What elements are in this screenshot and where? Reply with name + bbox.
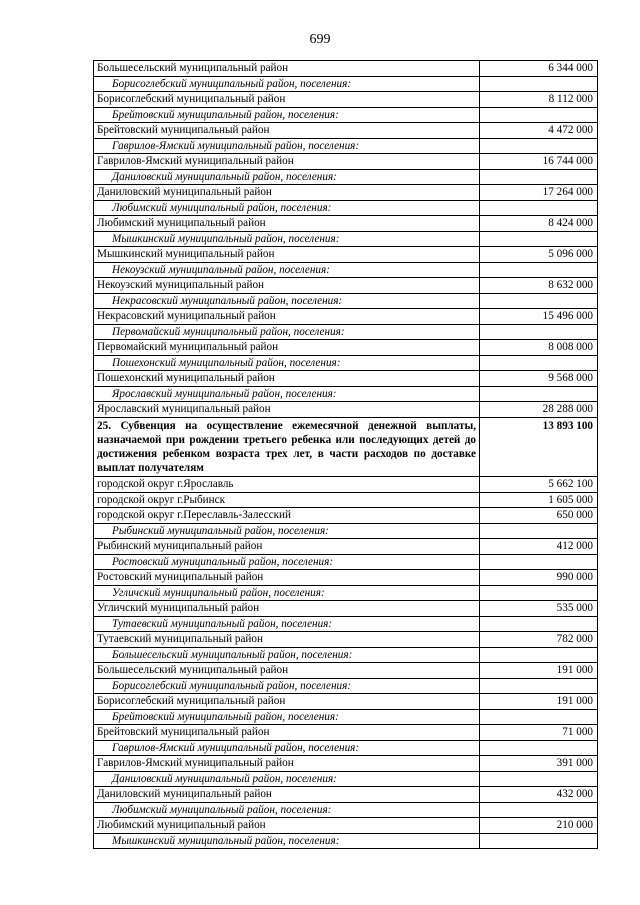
subsection-label: Некрасовский муниципальный район, поселения:	[94, 293, 480, 309]
amount-cell	[480, 647, 598, 663]
subsection-row	[94, 231, 598, 247]
amount-cell: 782 000	[480, 632, 598, 648]
table-row	[94, 402, 598, 418]
subsection-label: Угличский муниципальный район, поселения:	[94, 585, 480, 601]
amount-cell: 4 472 000	[480, 123, 598, 139]
table-row	[94, 694, 598, 710]
subsection-label: Даниловский муниципальный район, поселения:	[94, 169, 480, 185]
municipality-name: Даниловский муниципальный район	[94, 787, 480, 803]
page-number: 699	[309, 32, 331, 47]
subsection-row	[94, 554, 598, 570]
amount-cell	[480, 771, 598, 787]
table-row	[94, 154, 598, 170]
amount-cell: 5 662 100	[480, 477, 598, 493]
municipality-name: Гаврилов-Ямский муниципальный район	[94, 154, 480, 170]
subsection-row	[94, 523, 598, 539]
subsection-label: Ростовский муниципальный район, поселения:	[94, 554, 480, 570]
municipality-name: Борисоглебский муниципальный район	[94, 92, 480, 108]
table-row	[94, 477, 598, 493]
amount-cell: 391 000	[480, 756, 598, 772]
table-row	[94, 61, 598, 77]
amount-cell	[480, 802, 598, 818]
municipality-name: Мышкинский муниципальный район	[94, 247, 480, 263]
subsection-label: Тутаевский муниципальный район, поселения:	[94, 616, 480, 632]
municipality-name: Гаврилов-Ямский муниципальный район	[94, 756, 480, 772]
municipality-name: Первомайский муниципальный район	[94, 340, 480, 356]
amount-cell	[480, 76, 598, 92]
subsection-label: Большесельский муниципальный район, поселения:	[94, 647, 480, 663]
table-body	[94, 61, 598, 849]
municipality-name: Ростовский муниципальный район	[94, 570, 480, 586]
table-row	[94, 725, 598, 741]
subsection-row	[94, 293, 598, 309]
municipality-name: Угличский муниципальный район	[94, 601, 480, 617]
amount-cell	[480, 231, 598, 247]
subsection-row	[94, 678, 598, 694]
municipality-name: Большесельский муниципальный район	[94, 663, 480, 679]
amount-cell: 8 424 000	[480, 216, 598, 232]
municipality-name: Пошехонский муниципальный район	[94, 371, 480, 387]
subsection-row	[94, 740, 598, 756]
table-row	[94, 601, 598, 617]
subsection-label: Рыбинский муниципальный район, поселения:	[94, 523, 480, 539]
table-row	[94, 539, 598, 555]
municipality-name: Любимский муниципальный район	[94, 216, 480, 232]
subsection-row	[94, 647, 598, 663]
subsection-label: Некоузский муниципальный район, поселения:	[94, 262, 480, 278]
amount-cell	[480, 262, 598, 278]
amount-cell: 71 000	[480, 725, 598, 741]
subsection-label: Гаврилов-Ямский муниципальный район, поселения:	[94, 138, 480, 154]
subsection-label: Даниловский муниципальный район, поселения:	[94, 771, 480, 787]
amount-cell	[480, 324, 598, 340]
amount-cell: 535 000	[480, 601, 598, 617]
subsection-row	[94, 616, 598, 632]
subsection-label: Борисоглебский муниципальный район, поселения:	[94, 678, 480, 694]
table-row	[94, 756, 598, 772]
amount-cell	[480, 107, 598, 123]
subsection-row	[94, 386, 598, 402]
table-row	[94, 787, 598, 803]
subsection-row	[94, 802, 598, 818]
amount-cell: 5 096 000	[480, 247, 598, 263]
amount-cell: 8 008 000	[480, 340, 598, 356]
amount-cell	[480, 585, 598, 601]
municipality-name: Ярославский муниципальный район	[94, 402, 480, 418]
subsection-row	[94, 771, 598, 787]
subsection-label: Гаврилов-Ямский муниципальный район, поселения:	[94, 740, 480, 756]
table-row	[94, 508, 598, 524]
municipality-name: Брейтовский муниципальный район	[94, 725, 480, 741]
subsection-label: Мышкинский муниципальный район, поселения:	[94, 833, 480, 849]
table-row	[94, 185, 598, 201]
subsection-label: Пошехонский муниципальный район, поселения:	[94, 355, 480, 371]
municipality-name: городской округ г.Ярославль	[94, 477, 480, 493]
subsection-row	[94, 585, 598, 601]
subsection-row	[94, 262, 598, 278]
amount-cell	[480, 200, 598, 216]
subsection-label: Любимский муниципальный район, поселения:	[94, 802, 480, 818]
amount-cell: 6 344 000	[480, 61, 598, 77]
amount-cell: 990 000	[480, 570, 598, 586]
subsection-label: Борисоглебский муниципальный район, поселения:	[94, 76, 480, 92]
budget-allocation-table	[93, 60, 598, 849]
amount-cell	[480, 523, 598, 539]
section-total: 13 893 100	[480, 417, 598, 477]
subsection-label: Мышкинский муниципальный район, поселения:	[94, 231, 480, 247]
subsection-label: Брейтовский муниципальный район, поселения:	[94, 107, 480, 123]
table-row	[94, 632, 598, 648]
amount-cell	[480, 616, 598, 632]
amount-cell: 28 288 000	[480, 402, 598, 418]
subsection-row	[94, 833, 598, 849]
table-row	[94, 492, 598, 508]
section-header-row	[94, 417, 598, 477]
amount-cell: 8 112 000	[480, 92, 598, 108]
subsection-row	[94, 76, 598, 92]
amount-cell	[480, 355, 598, 371]
subsection-label: Ярославский муниципальный район, поселения:	[94, 386, 480, 402]
municipality-name: Брейтовский муниципальный район	[94, 123, 480, 139]
amount-cell: 1 605 000	[480, 492, 598, 508]
subsection-label: Любимский муниципальный район, поселения:	[94, 200, 480, 216]
amount-cell	[480, 709, 598, 725]
amount-cell: 9 568 000	[480, 371, 598, 387]
amount-cell	[480, 678, 598, 694]
table-row	[94, 818, 598, 834]
table-row	[94, 371, 598, 387]
amount-cell: 210 000	[480, 818, 598, 834]
amount-cell	[480, 740, 598, 756]
amount-cell: 191 000	[480, 663, 598, 679]
municipality-name: Большесельский муниципальный район	[94, 61, 480, 77]
subsection-row	[94, 709, 598, 725]
subsection-label: Первомайский муниципальный район, поселения:	[94, 324, 480, 340]
section-title: 25. Субвенция на осуществление ежемесячной денежной выплаты, назначаемой при рождении третьего ребенка или последующих детей до достижения ребенком возраста трех лет, в части расходов по доставке выплат получателям	[94, 417, 480, 477]
table-row	[94, 663, 598, 679]
table-row	[94, 92, 598, 108]
subsection-row	[94, 138, 598, 154]
municipality-name: Любимский муниципальный район	[94, 818, 480, 834]
table-row	[94, 340, 598, 356]
amount-cell	[480, 833, 598, 849]
amount-cell	[480, 169, 598, 185]
subsection-row	[94, 107, 598, 123]
amount-cell	[480, 138, 598, 154]
subsection-row	[94, 355, 598, 371]
municipality-name: городской округ г.Переславль-Залесский	[94, 508, 480, 524]
amount-cell: 432 000	[480, 787, 598, 803]
amount-cell: 17 264 000	[480, 185, 598, 201]
subsection-row	[94, 324, 598, 340]
municipality-name: Борисоглебский муниципальный район	[94, 694, 480, 710]
table-row	[94, 309, 598, 325]
table-row	[94, 247, 598, 263]
table-row	[94, 278, 598, 294]
table-row	[94, 216, 598, 232]
amount-cell: 412 000	[480, 539, 598, 555]
amount-cell	[480, 554, 598, 570]
amount-cell: 15 496 000	[480, 309, 598, 325]
amount-cell: 8 632 000	[480, 278, 598, 294]
municipality-name: Даниловский муниципальный район	[94, 185, 480, 201]
municipality-name: Тутаевский муниципальный район	[94, 632, 480, 648]
table-row	[94, 570, 598, 586]
amount-cell	[480, 293, 598, 309]
amount-cell: 16 744 000	[480, 154, 598, 170]
amount-cell: 191 000	[480, 694, 598, 710]
table-row	[94, 123, 598, 139]
subsection-label: Брейтовский муниципальный район, поселения:	[94, 709, 480, 725]
subsection-row	[94, 169, 598, 185]
amount-cell: 650 000	[480, 508, 598, 524]
municipality-name: Рыбинский муниципальный район	[94, 539, 480, 555]
municipality-name: Некоузский муниципальный район	[94, 278, 480, 294]
subsection-row	[94, 200, 598, 216]
amount-cell	[480, 386, 598, 402]
municipality-name: Некрасовский муниципальный район	[94, 309, 480, 325]
municipality-name: городской округ г.Рыбинск	[94, 492, 480, 508]
